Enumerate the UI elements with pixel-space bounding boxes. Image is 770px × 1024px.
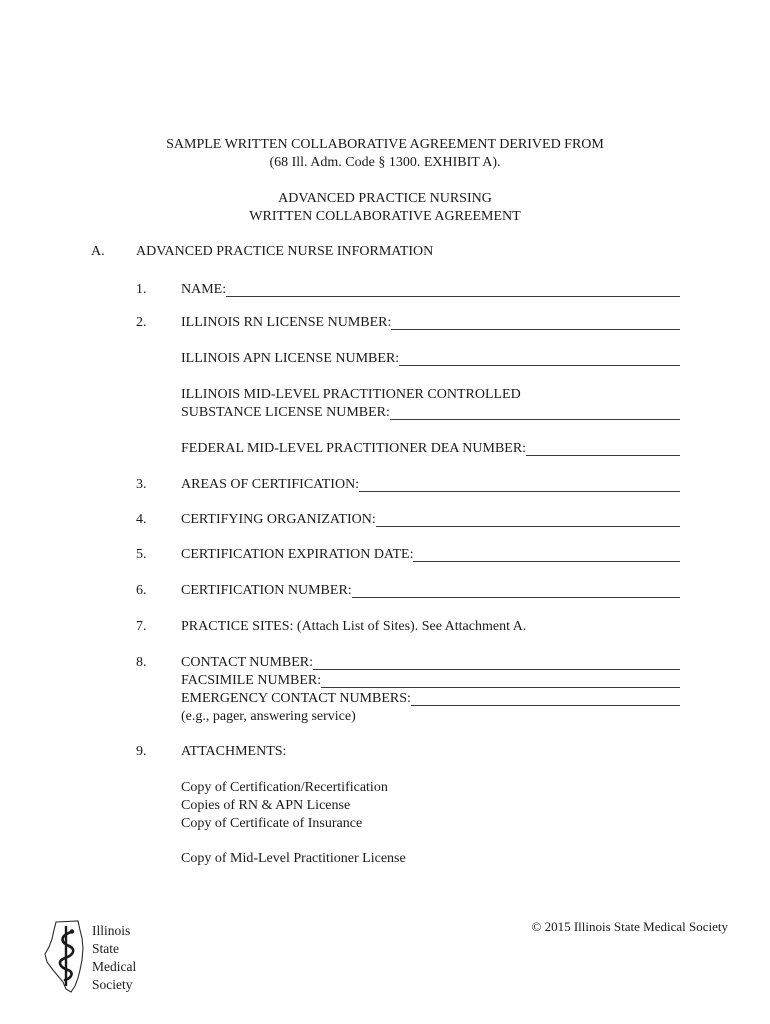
dea-number-field[interactable] (181, 440, 680, 458)
logo-text-line: Illinois (92, 923, 131, 938)
dea-number-blank[interactable] (526, 440, 680, 456)
item-number-2: 2. (136, 315, 147, 330)
certification-number-blank[interactable] (352, 582, 680, 598)
certification-expiration-blank[interactable] (413, 546, 680, 562)
document-subtitle-line2: WRITTEN COLLABORATIVE AGREEMENT (249, 209, 521, 224)
name-label: NAME: (181, 282, 227, 297)
areas-of-certification-label: AREAS OF CERTIFICATION: (181, 477, 360, 492)
certification-expiration-field[interactable] (181, 546, 680, 564)
society-logo-wordmark (92, 922, 136, 994)
areas-of-certification-blank[interactable] (359, 476, 680, 492)
name-field[interactable] (181, 281, 680, 299)
emergency-contact-blank[interactable] (411, 690, 680, 706)
contact-number-field[interactable] (181, 654, 680, 672)
item-number-4: 4. (136, 512, 147, 527)
item-number-6: 6. (136, 583, 147, 598)
item-number-3: 3. (136, 477, 147, 492)
certification-number-field[interactable] (181, 582, 680, 600)
midlevel-license-label-line1: ILLINOIS MID-LEVEL PRACTITIONER CONTROLLED (181, 387, 521, 402)
facsimile-number-field[interactable] (181, 672, 680, 690)
rn-license-field[interactable] (181, 314, 680, 332)
logo-text-line: Medical (92, 959, 137, 974)
section-heading: ADVANCED PRACTICE NURSE INFORMATION (136, 244, 434, 259)
logo-text-line: State (92, 941, 119, 956)
certification-expiration-label: CERTIFICATION EXPIRATION DATE: (181, 547, 414, 562)
item-number-9: 9. (136, 744, 147, 759)
rn-license-blank[interactable] (391, 314, 680, 330)
midlevel-license-blank[interactable] (390, 404, 680, 420)
item-number-8: 8. (136, 655, 147, 670)
emergency-contact-label: EMERGENCY CONTACT NUMBERS: (181, 691, 411, 706)
attachment-item: Copy of Certificate of Insurance (181, 816, 363, 831)
section-letter: A. (91, 244, 105, 259)
midlevel-license-field[interactable] (181, 404, 680, 422)
document-title-line2: (68 Ill. Adm. Code § 1300. EXHIBIT A). (269, 155, 501, 170)
attachment-item: Copies of RN & APN License (181, 798, 351, 813)
emergency-contact-field[interactable] (181, 690, 680, 708)
attachment-item: Copy of Mid-Level Practitioner License (181, 851, 406, 866)
midlevel-license-label-line2: SUBSTANCE LICENSE NUMBER: (181, 405, 390, 420)
facsimile-number-label: FACSIMILE NUMBER: (181, 673, 322, 688)
contact-number-blank[interactable] (313, 654, 680, 670)
apn-license-field[interactable] (181, 350, 680, 368)
rn-license-label: ILLINOIS RN LICENSE NUMBER: (181, 315, 392, 330)
areas-of-certification-field[interactable] (181, 476, 680, 494)
attachments-heading: ATTACHMENTS: (181, 744, 287, 759)
item-number-1: 1. (136, 282, 147, 297)
facsimile-number-blank[interactable] (321, 672, 680, 688)
certifying-organization-field[interactable] (181, 511, 680, 529)
attachment-item: Copy of Certification/Recertification (181, 780, 388, 795)
certification-number-label: CERTIFICATION NUMBER: (181, 583, 352, 598)
logo-text-line: Society (92, 977, 133, 992)
certifying-organization-label: CERTIFYING ORGANIZATION: (181, 512, 376, 527)
emergency-contact-note: (e.g., pager, answering service) (181, 709, 356, 724)
contact-number-label: CONTACT NUMBER: (181, 655, 314, 670)
document-title-line1: SAMPLE WRITTEN COLLABORATIVE AGREEMENT DERIVED FROM (166, 137, 604, 152)
apn-license-blank[interactable] (399, 350, 680, 366)
apn-license-label: ILLINOIS APN LICENSE NUMBER: (181, 351, 400, 366)
practice-sites-text: PRACTICE SITES: (Attach List of Sites). See Attachment A. (181, 619, 527, 634)
dea-number-label: FEDERAL MID-LEVEL PRACTITIONER DEA NUMBER: (181, 441, 527, 456)
document-subtitle-line1: ADVANCED PRACTICE NURSING (278, 191, 492, 206)
copyright-notice: © 2015 Illinois State Medical Society (531, 919, 728, 934)
item-number-5: 5. (136, 547, 147, 562)
item-number-7: 7. (136, 619, 147, 634)
certifying-organization-blank[interactable] (376, 511, 680, 527)
name-blank[interactable] (226, 281, 680, 297)
